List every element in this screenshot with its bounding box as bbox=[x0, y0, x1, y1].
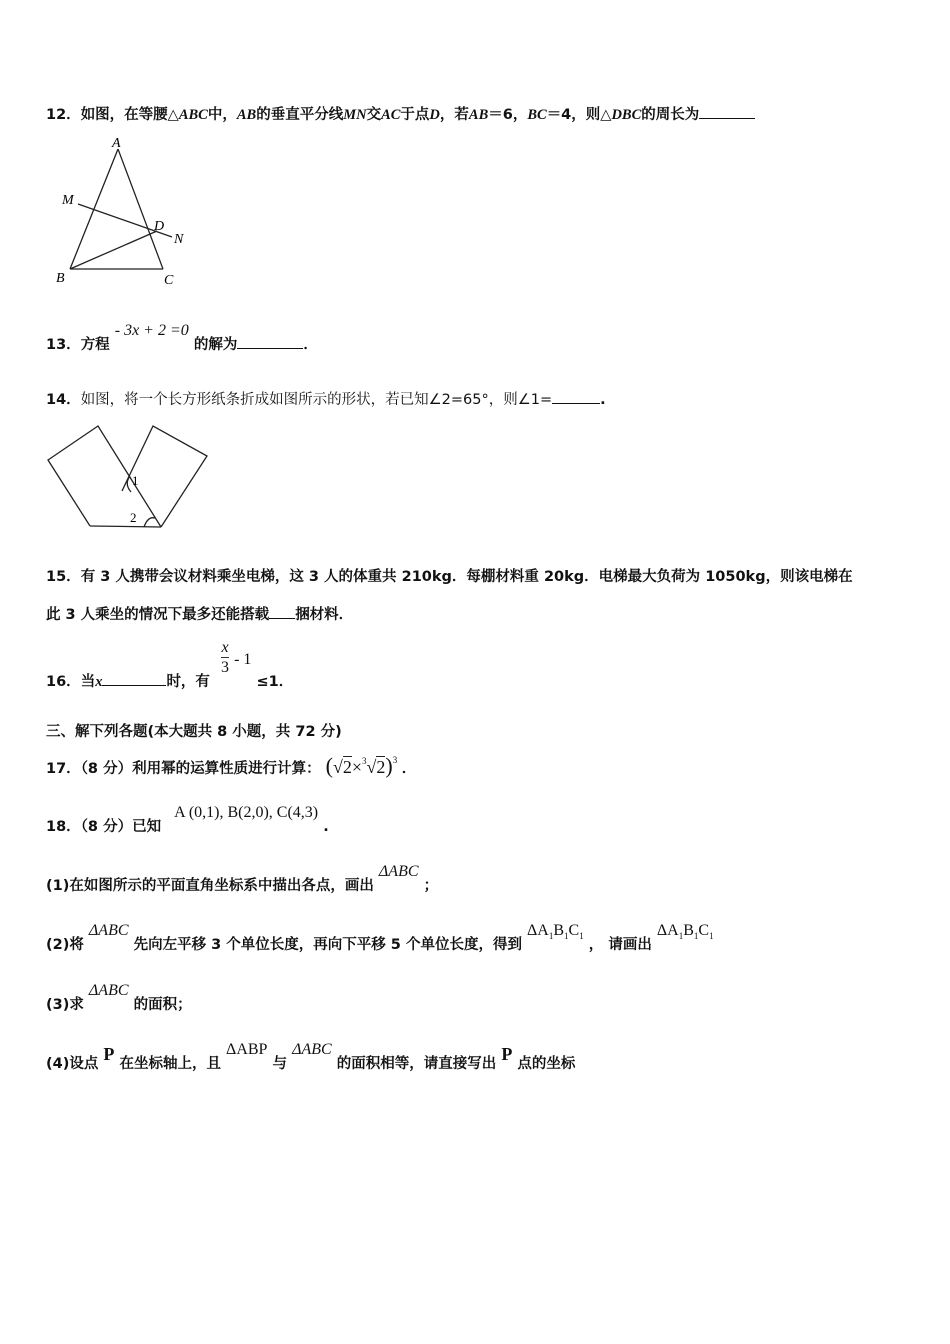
section-3-title: 三、解下列各题(本大题共 8 小题，共 72 分) bbox=[46, 724, 342, 740]
question-12: 12．如图，在等腰△ABC中，AB的垂直平分线MN交AC于点D，若AB＝6，BC＝4，则△DBC的周长为 bbox=[46, 103, 755, 124]
power-expression: $(√2\times^3√2)^3$ bbox=[325, 753, 398, 778]
label-n: N bbox=[174, 232, 184, 247]
label-c: C bbox=[164, 273, 174, 288]
answer-blank bbox=[102, 673, 166, 686]
label-a: A bbox=[112, 136, 121, 151]
points-given: A (0,1), B(2,0), C(4,3) bbox=[174, 804, 319, 821]
question-14: 14．如图，将一个长方形纸条折成如图所示的形状，若已知∠2=65°，则∠1= . bbox=[46, 392, 606, 408]
question-17: 17．（8 分）利用幂的运算性质进行计算： $(√2\times^3√2)^3$ ． bbox=[46, 753, 417, 778]
answer-blank bbox=[269, 606, 295, 619]
answer-blank bbox=[552, 391, 600, 404]
angle-1-label: 1 bbox=[132, 473, 139, 488]
triangle-a1b1c1: $\Delta A_1B_1C_1$ bbox=[527, 922, 584, 941]
question-13: 13．方程 - 3x + 2 =0 的解为 ． bbox=[46, 322, 318, 353]
question-18: 18．（8 分）已知 A (0,1), B(2,0), C(4,3) . bbox=[46, 804, 329, 835]
triangle-figure bbox=[50, 135, 200, 290]
angle-2-label: 2 bbox=[130, 510, 137, 525]
answer-blank bbox=[699, 106, 755, 119]
question-15-line2: 此 3 人乘坐的情况下最多还能搭载 捆材料． bbox=[46, 607, 354, 623]
triangle-a1b1c1-2: $\Delta A_1B_1C_1$ bbox=[656, 922, 714, 941]
label-d: D bbox=[154, 219, 165, 234]
equation: - 3x + 2 =0 bbox=[114, 322, 189, 339]
folded-strip-figure bbox=[44, 424, 214, 528]
question-15-line1: 15．有 3 人携带会议材料乘坐电梯，这 3 人的体重共 210kg．每棚材料重 20kg．电梯最大负荷为 1050kg，则该电梯在 bbox=[46, 569, 853, 585]
answer-blank bbox=[237, 336, 303, 349]
part-2: (2)将 ΔABC 先向左平移 3 个单位长度，再向下平移 5 个单位长度，得到 $\Delta A_1B_1C_1$ ， 请画出 $\Delta A_1B_1C_1$ bbox=[46, 922, 714, 953]
part-4: (4)设点 P 在坐标轴上，且 ΔABP 与 ΔABC 的面积相等，请直接写出 P 点的坐标 bbox=[46, 1041, 576, 1072]
part-3: (3)求 ΔABC 的面积； bbox=[46, 982, 192, 1013]
fraction-x-over-3: $\frac{x}{3}$ bbox=[221, 639, 229, 676]
part-1: (1)在如图所示的平面直角坐标系中描出各点，画出 ΔABC ； bbox=[46, 863, 439, 894]
label-m: M bbox=[62, 193, 74, 208]
label-b: B bbox=[56, 271, 65, 286]
question-16: 16．当x 时，有 $\frac{x}{3}$ - 1 ≤1． bbox=[46, 639, 294, 690]
